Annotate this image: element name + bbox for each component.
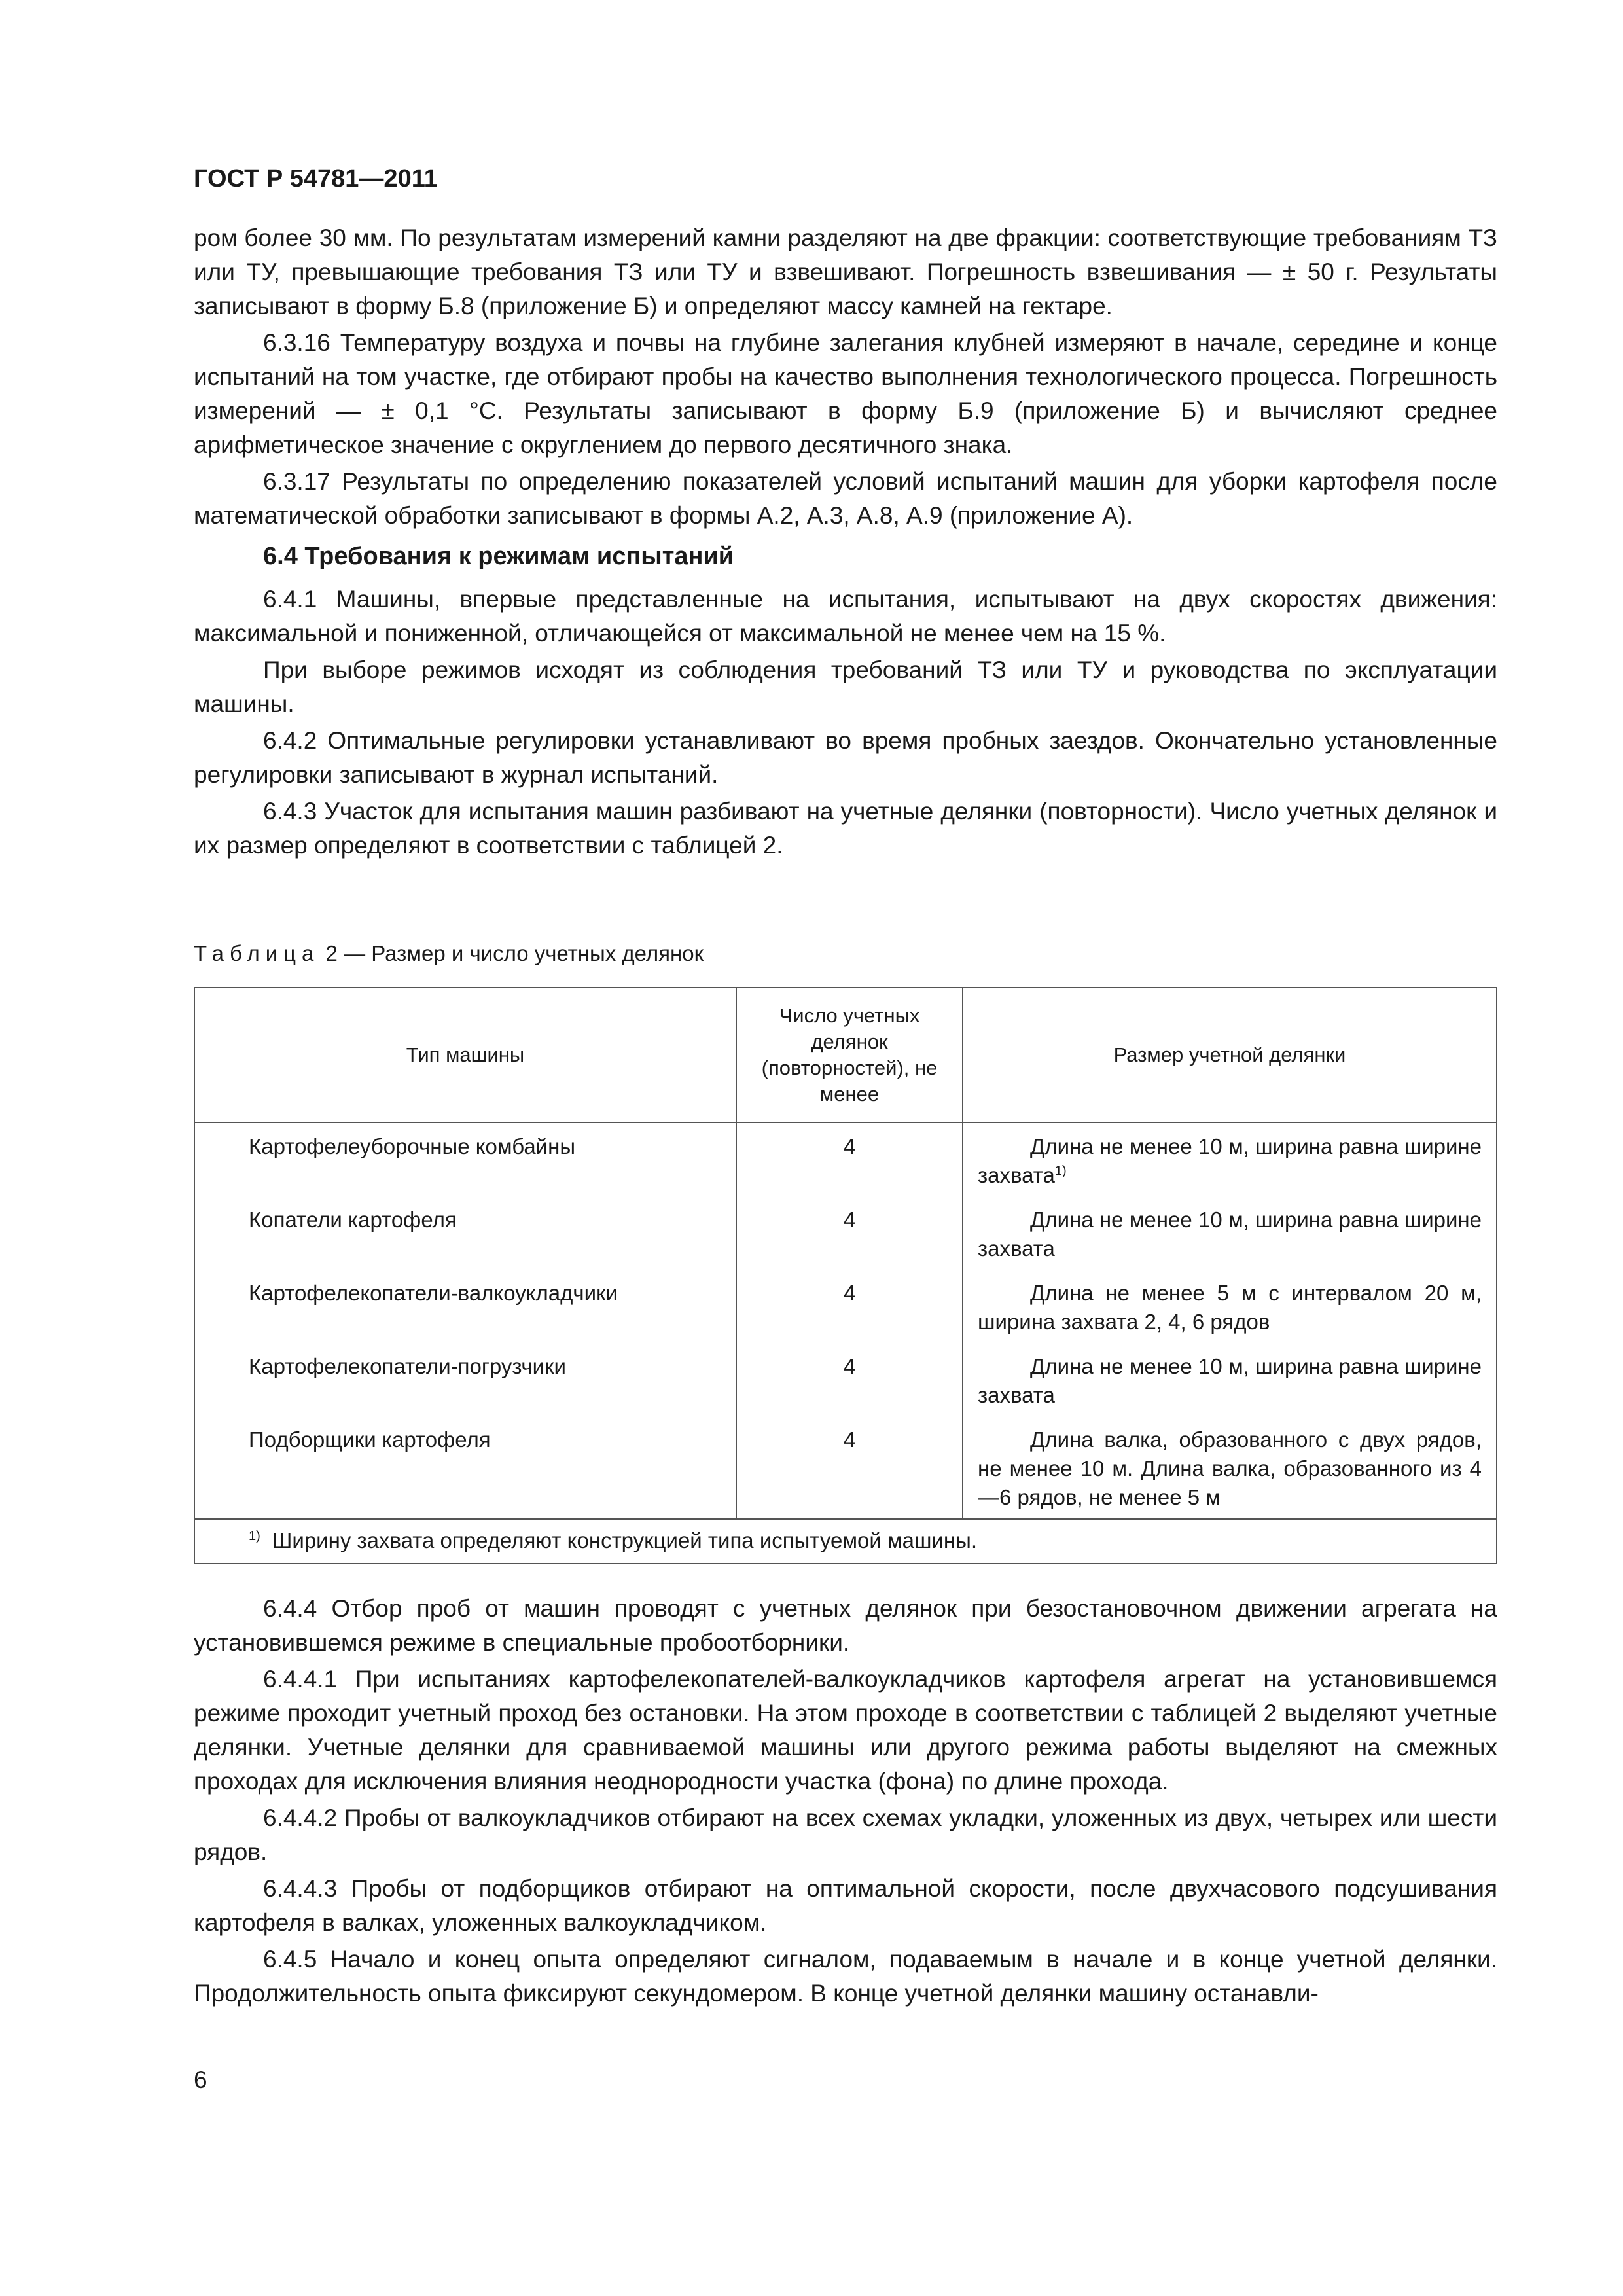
table-row — [194, 1416, 1497, 1519]
table-caption-word: Таблица — [194, 941, 320, 965]
table-header-row — [194, 988, 1497, 1122]
table-row — [194, 1196, 1497, 1270]
table-2 — [194, 987, 1497, 1564]
table-footnote-row — [194, 1519, 1497, 1564]
cell-plot-size: Длина валка, образованного с двух рядов, не менее 10 м. Длина валка, образованного из 4—6 рядов, не менее 5 м — [963, 1416, 1497, 1519]
cell-plot-size — [963, 1122, 1497, 1196]
paragraph-6-4-4-3: 6.4.4.3 Пробы от подборщиков отбирают на оптимальной скорости, после двухчасового подсушивания картофеля в валках, уложенных валкоукладчиком. — [194, 1875, 1497, 1936]
footnote-mark: 1) — [249, 1529, 260, 1543]
cell-machine-type: Картофелекопатели-погрузчики — [194, 1343, 736, 1416]
cell-plot-count: 4 — [736, 1196, 963, 1270]
table-row — [194, 1343, 1497, 1416]
section-heading-6-4: 6.4 Требования к режимам испытаний — [263, 543, 734, 570]
text-block-top — [194, 221, 1497, 865]
paragraph-6-4-2: 6.4.2 Оптимальные регулировки устанавливают во время пробных заездов. Окончательно установленные регулировки записывают в журнал испытаний. — [194, 727, 1497, 788]
paragraph-6-4-3: 6.4.3 Участок для испытания машин разбивают на учетные делянки (повторности). Число учетных делянок и их размер определяют в соответствии с таблицей 2. — [194, 798, 1497, 859]
text-block-bottom — [194, 1592, 1497, 2013]
paragraph-6-4-1: 6.4.1 Машины, впервые представленные на испытания, испытывают на двух скоростях движения: максимальной и пониженной, отличающейся от максимальной не менее чем на 15 %. — [194, 586, 1497, 647]
cell-plot-count: 4 — [736, 1343, 963, 1416]
paragraph-6-3-16: 6.3.16 Температуру воздуха и почвы на глубине залегания клубней измеряют в начале, середине и конце испытаний на том участке, где отбирают пробы на качество выполнения технологического процесса. Погрешность измерений — ± 0,1 °С. Результаты записывают в форму Б.9 (приложение Б) и вычисляют среднее арифметическое значение с округлением до первого десятичного знака. — [194, 329, 1497, 458]
document-header: ГОСТ Р 54781—2011 — [194, 165, 438, 192]
column-header-plot-count: Число учетных делянок (повторностей), не менее — [736, 988, 963, 1122]
cell-plot-size-text: Длина не менее 10 м, ширина равна ширине захвата — [978, 1134, 1482, 1187]
paragraph-6-3-17: 6.3.17 Результаты по определению показателей условий испытаний машин для уборки картофеля после математической обработки записывают в формы А.2, А.3, А.8, А.9 (приложение А). — [194, 468, 1497, 529]
cell-plot-count: 4 — [736, 1122, 963, 1196]
cell-plot-size: Длина не менее 5 м с интервалом 20 м, ширина захвата 2, 4, 6 рядов — [963, 1270, 1497, 1343]
column-header-plot-size: Размер учетной делянки — [963, 988, 1497, 1122]
cell-plot-size: Длина не менее 10 м, ширина равна ширине захвата — [963, 1343, 1497, 1416]
footnote-ref: 1) — [1054, 1164, 1067, 1178]
table-caption — [194, 941, 704, 966]
cell-machine-type: Копатели картофеля — [194, 1196, 736, 1270]
cell-plot-size: Длина не менее 10 м, ширина равна ширине захвата — [963, 1196, 1497, 1270]
cell-plot-count: 4 — [736, 1416, 963, 1519]
footnote-text: Ширину захвата определяют конструкцией типа испытуемой машины. — [272, 1528, 978, 1552]
table-footnote — [194, 1519, 1497, 1564]
table-row — [194, 1122, 1497, 1196]
paragraph-6-4-4-1: 6.4.4.1 При испытаниях картофелекопателей-валкоукладчиков картофеля агрегат на установившемся режиме проходит учетный проход без остановки. На этом проходе в соответствии с таблицей 2 выделяют учетные делянки. Учетные делянки для сравниваемой машины или другого режима работы выделяют на смежных проходах для исключения влияния неоднородности участка (фона) по длине прохода. — [194, 1666, 1497, 1795]
paragraph-6-4-4-2: 6.4.4.2 Пробы от валкоукладчиков отбирают на всех схемах укладки, уложенных из двух, четырех или шести рядов. — [194, 1804, 1497, 1865]
paragraph-6-4-5: 6.4.5 Начало и конец опыта определяют сигналом, подаваемым в начале и в конце учетной делянки. Продолжительность опыта фиксируют секундомером. В конце учетной делянки машину останавли- — [194, 1946, 1497, 2007]
cell-plot-count: 4 — [736, 1270, 963, 1343]
cell-machine-type: Подборщики картофеля — [194, 1416, 736, 1519]
paragraph-6-4-1-modes: При выборе режимов исходят из соблюдения требований ТЗ или ТУ и руководства по эксплуатации машины. — [194, 656, 1497, 717]
cell-machine-type: Картофелеуборочные комбайны — [194, 1122, 736, 1196]
page-number: 6 — [194, 2066, 207, 2093]
paragraph-6-4-4: 6.4.4 Отбор проб от машин проводят с учетных делянок при безостановочном движении агрегата на установившемся режиме в специальные пробоотборники. — [194, 1595, 1497, 1656]
cell-machine-type: Картофелекопатели-валкоукладчики — [194, 1270, 736, 1343]
column-header-machine-type: Тип машины — [194, 988, 736, 1122]
paragraph-continuation: ром более 30 мм. По результатам измерений камни разделяют на две фракции: соответствующие требованиям ТЗ или ТУ, превышающие требования ТЗ или ТУ и взвешивают. Погрешность взвешивания — ± 50 г. Результаты записывают в форму Б.8 (приложение Б) и определяют массу камней на гектаре. — [194, 224, 1497, 319]
table-caption-text: 2 — Размер и число учетных делянок — [319, 941, 704, 965]
table-row — [194, 1270, 1497, 1343]
